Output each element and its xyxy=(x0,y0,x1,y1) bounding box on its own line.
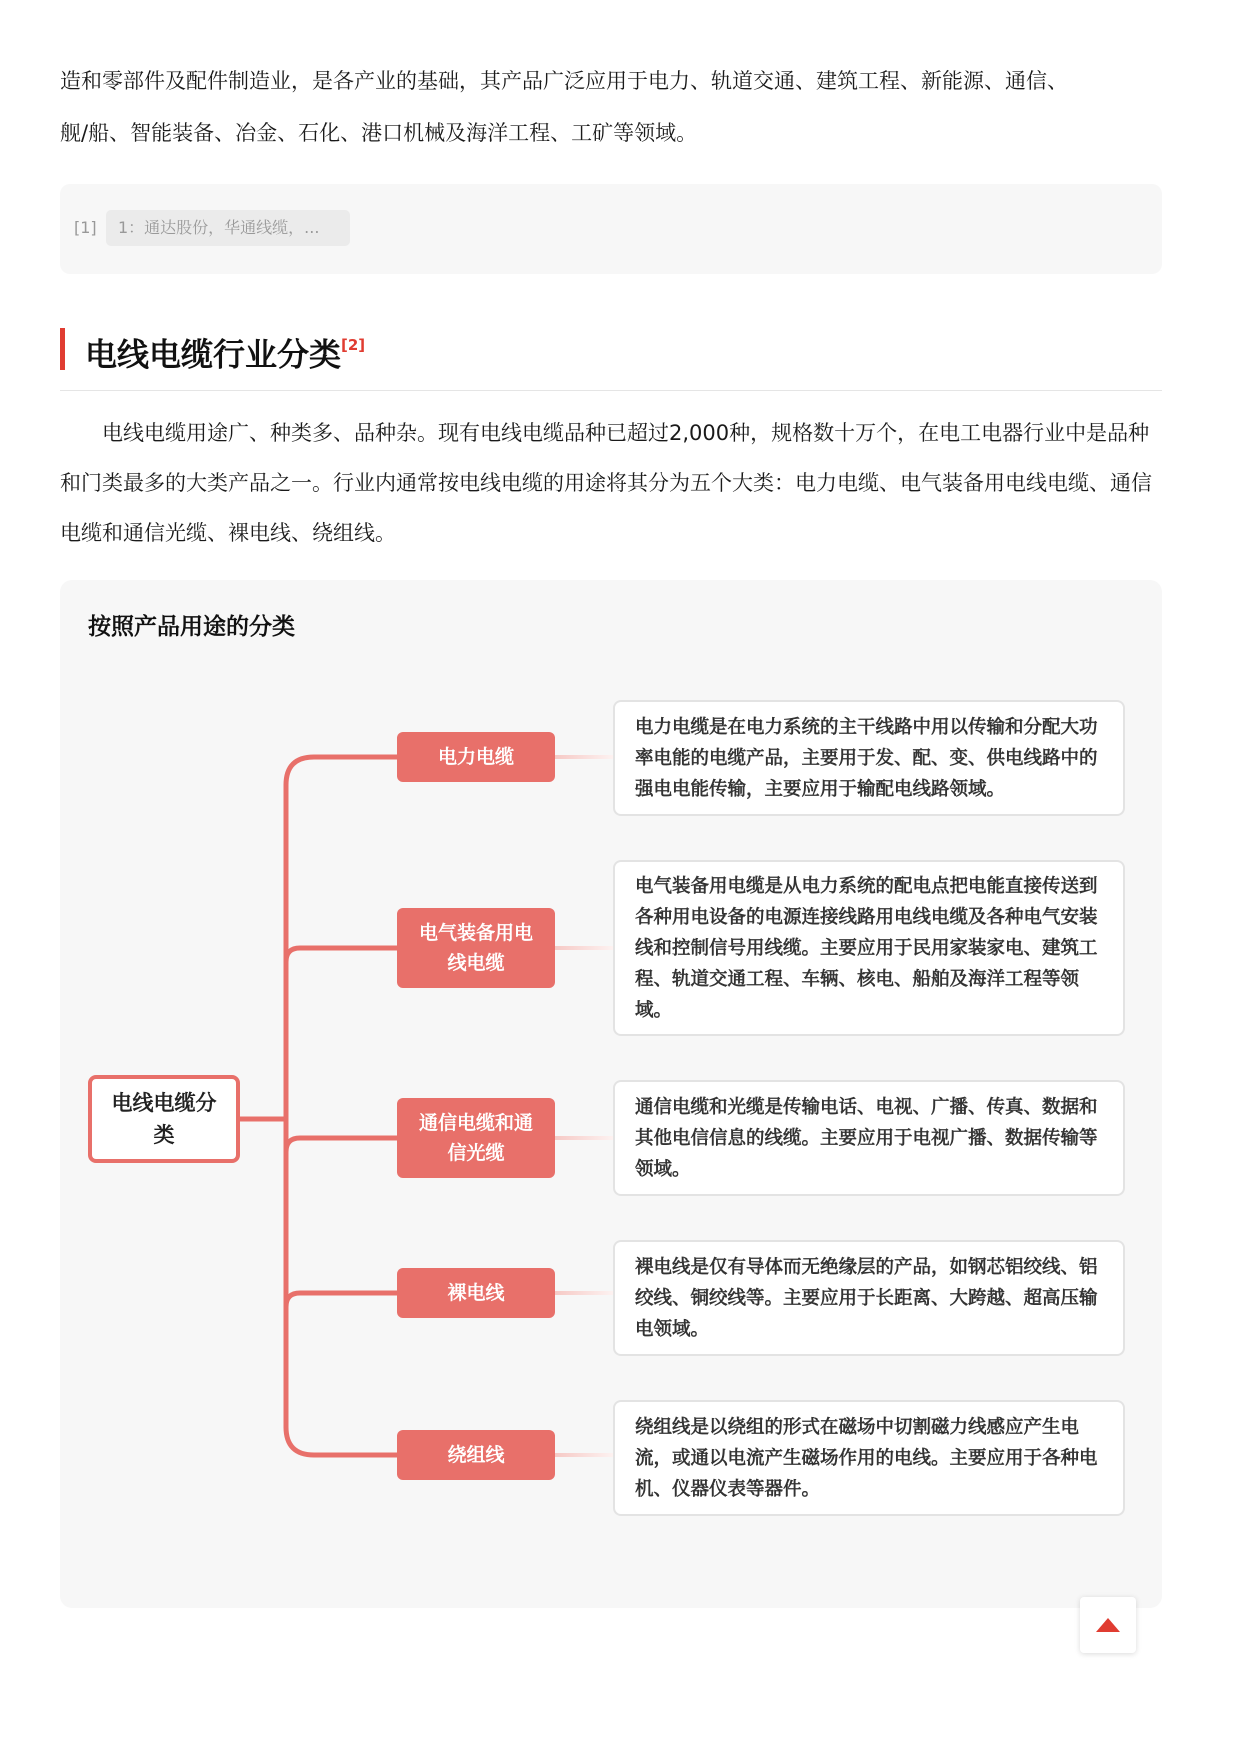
reference-box xyxy=(60,184,1162,274)
branch-description xyxy=(613,1400,1125,1516)
branch-node: 电气装备用电线电缆 xyxy=(397,908,555,988)
section-heading xyxy=(60,328,366,374)
section-title: 电线电缆行业分类 xyxy=(85,335,342,374)
branch-description-text: 裸电线是仅有导体而无绝缘层的产品，如钢芯铝绞线、铝绞线、铜绞线等。主要应用于长距离、大跨越、超高压输电领域。 xyxy=(635,1256,1098,1340)
branch-description xyxy=(613,1240,1125,1356)
branch-description-text: 绕组线是以绕组的形式在磁场中切割磁力线感应产生电流，或通以电流产生磁场作用的电线。主要应用于各种电机、仪器仪表等器件。 xyxy=(635,1416,1098,1500)
description-connector xyxy=(555,755,613,759)
branch-description-text: 电力电缆是在电力系统的主干线路中用以传输和分配大功率电能的电缆产品，主要用于发、配、变、供电线路中的强电电能传输，主要应用于输配电线路领域。 xyxy=(635,716,1098,800)
branch-connector xyxy=(286,1293,397,1307)
back-to-top-button[interactable] xyxy=(1080,1597,1136,1653)
section-divider xyxy=(60,390,1162,391)
branch-connector xyxy=(286,1138,397,1152)
section-paragraph: 电线电缆用途广、种类多、品种杂。现有电线电缆品种已超过2,000种，规格数十万个，在电工电器行业中是品种和门类最多的大类产品之一。行业内通常按电线电缆的用途将其分为五个大类：电力电缆、电气装备用电线电缆、通信电缆和通信光缆、裸电线、绕组线。 xyxy=(60,421,1152,545)
branch-node: 裸电线 xyxy=(397,1268,555,1318)
root-node: 电线电缆分类 xyxy=(88,1075,240,1163)
branch-description xyxy=(613,860,1125,1036)
footnote-link[interactable]: [2] xyxy=(341,336,366,354)
intro-line-2: 舰/船、智能装备、冶金、石化、港口机械及海洋工程、工矿等领域。 xyxy=(60,121,698,145)
description-connector xyxy=(555,1291,613,1295)
branch-description xyxy=(613,1080,1125,1196)
classification-diagram xyxy=(60,580,1162,1608)
branch-node: 通信电缆和通信光缆 xyxy=(397,1098,555,1178)
caret-up-icon xyxy=(1095,1617,1121,1633)
branch-connector xyxy=(286,948,397,962)
branch-node: 电力电缆 xyxy=(397,732,555,782)
diagram-title: 按照产品用途的分类 xyxy=(88,614,295,640)
branch-node: 绕组线 xyxy=(397,1430,555,1480)
description-connector xyxy=(555,1453,613,1457)
reference-number: [1] xyxy=(74,218,97,237)
reference-chip[interactable]: 1：通达股份，华通线缆，... xyxy=(106,210,350,246)
description-connector xyxy=(555,946,613,950)
branch-description-text: 通信电缆和光缆是传输电话、电视、广播、传真、数据和其他电信信息的线缆。主要应用于电视广播、数据传输等领域。 xyxy=(635,1096,1098,1180)
branch-connector xyxy=(286,1427,397,1455)
branch-connector xyxy=(286,757,397,785)
intro-line-1: 造和零部件及配件制造业，是各产业的基础，其产品广泛应用于电力、轨道交通、建筑工程、新能源、通信、 xyxy=(60,69,1068,93)
branch-description-text: 电气装备用电缆是从电力系统的配电点把电能直接传送到各种用电设备的电源连接线路用电线电缆及各种电气安装线和控制信号用线缆。主要应用于民用家装家电、建筑工程、轨道交通工程、车辆、核电、船舶及海洋工程等领域。 xyxy=(635,875,1098,1021)
description-connector xyxy=(555,1136,613,1140)
branch-description xyxy=(613,700,1125,816)
